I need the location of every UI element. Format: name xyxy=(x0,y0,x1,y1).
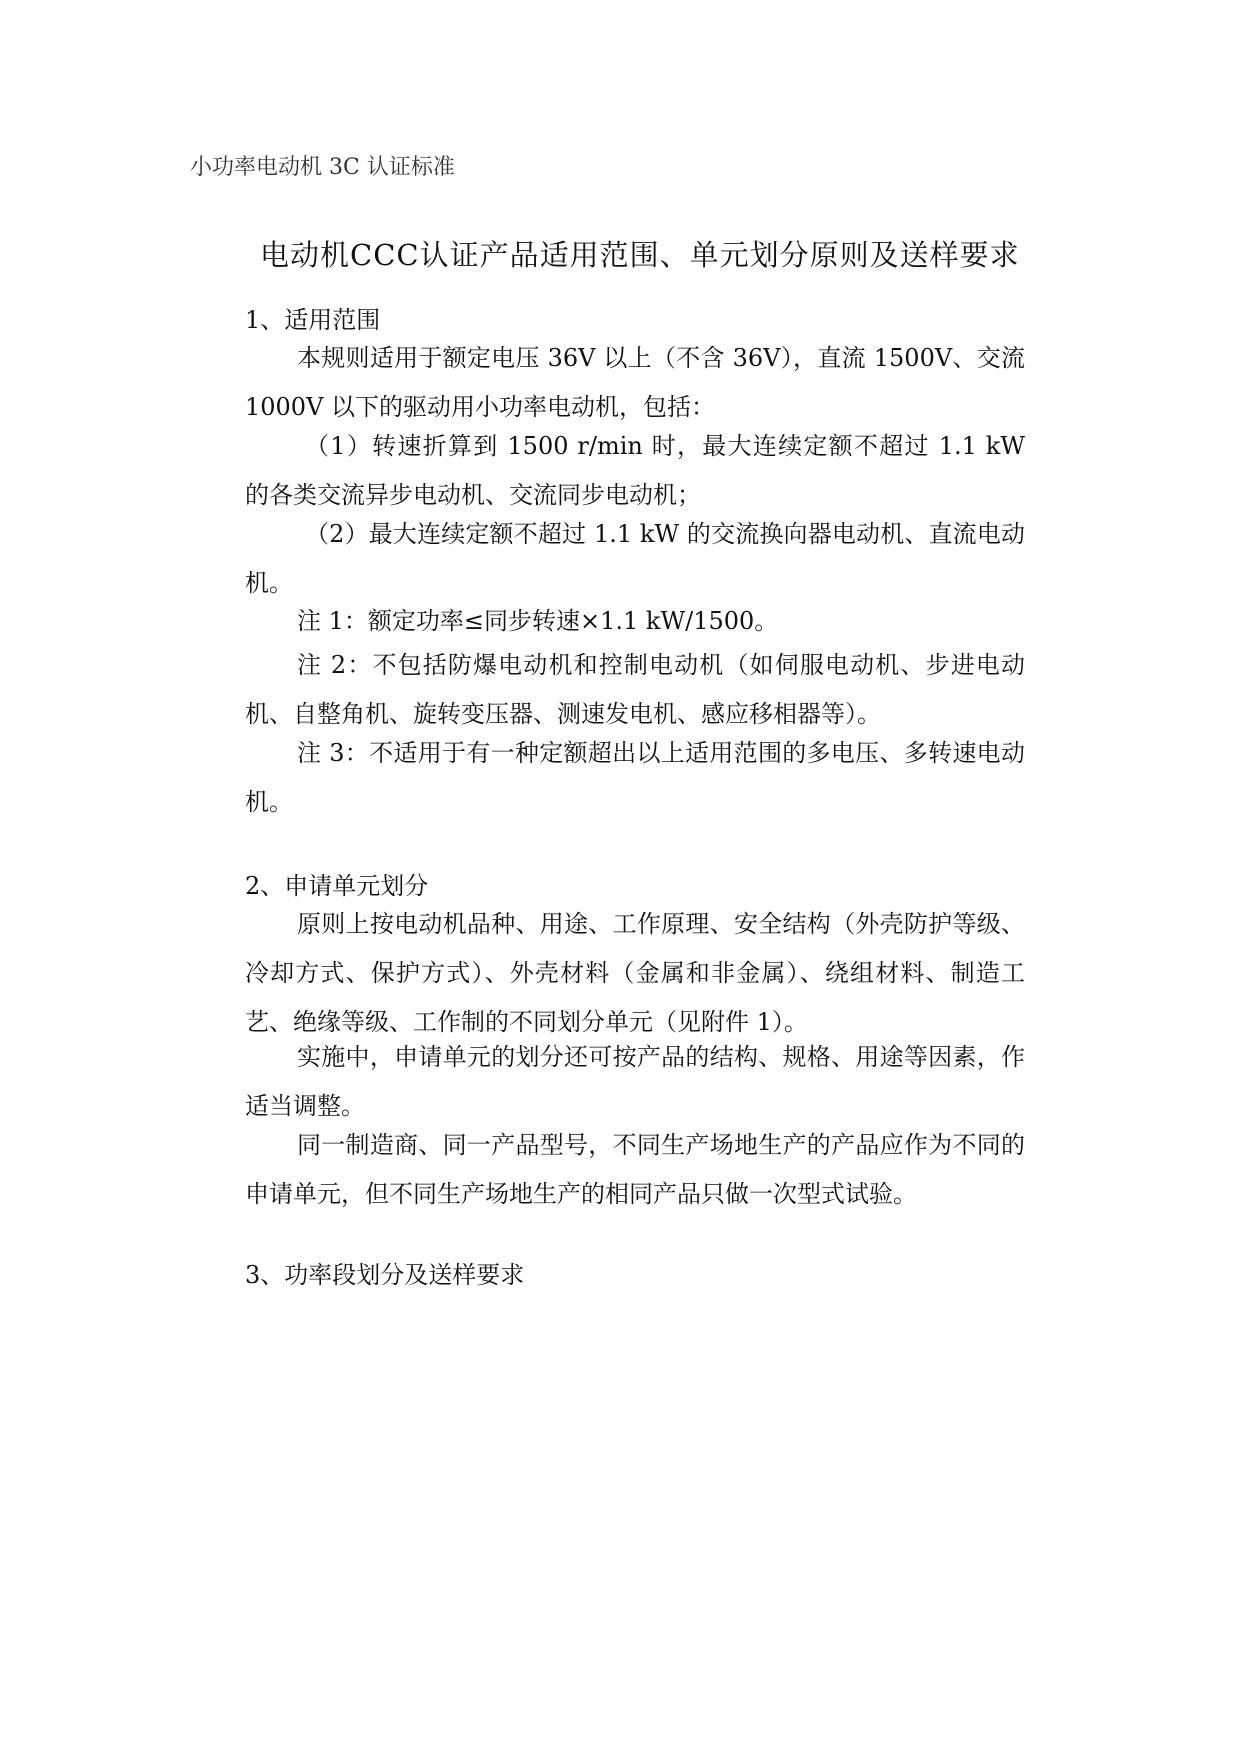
section1-note-3: 注 3：不适用于有一种定额超出以上适用范围的多电压、多转速电动机。 xyxy=(245,739,1025,816)
section3-heading: 3、功率段划分及送样要求 xyxy=(245,1261,525,1289)
section1-note-2: 注 2：不包括防爆电动机和控制电动机（如伺服电动机、步进电动机、自整角机、旋转变压器、测速发电机、感应移相器等）。 xyxy=(245,651,1025,728)
document-title: 电动机CCC认证产品适用范围、单元划分原则及送样要求 xyxy=(260,238,1020,272)
section1-item-1: （1）转速折算到 1500 r/min 时，最大连续定额不超过 1.1 kW 的各类交流异步电动机、交流同步电动机； xyxy=(245,432,1025,509)
section1-paragraph-scope: 本规则适用于额定电压 36V 以上（不含 36V），直流 1500V、交流 1000V 以下的驱动用小功率电动机，包括： xyxy=(245,344,1025,421)
top-label: 小功率电动机 3C 认证标准 xyxy=(190,155,455,180)
section2-paragraph-adjust: 实施中，申请单元的划分还可按产品的结构、规格、用途等因素，作适当调整。 xyxy=(245,1043,1025,1120)
section1-heading: 1、适用范围 xyxy=(245,306,381,334)
section2-paragraph-principle: 原则上按电动机品种、用途、工作原理、安全结构（外壳防护等级、冷却方式、保护方式）、外壳材料（金属和非金属）、绕组材料、制造工艺、绝缘等级、工作制的不同划分单元（见附件 1）。 xyxy=(245,910,1025,1036)
section1-note-1: 注 1：额定功率≤同步转速×1.1 kW/1500。 xyxy=(297,607,779,635)
section2-heading: 2、申请单元划分 xyxy=(245,872,429,900)
section2-paragraph-site: 同一制造商、同一产品型号，不同生产场地生产的产品应作为不同的申请单元，但不同生产场地生产的相同产品只做一次型式试验。 xyxy=(245,1131,1025,1208)
section1-item-2: （2）最大连续定额不超过 1.1 kW 的交流换向器电动机、直流电动机。 xyxy=(245,520,1025,597)
